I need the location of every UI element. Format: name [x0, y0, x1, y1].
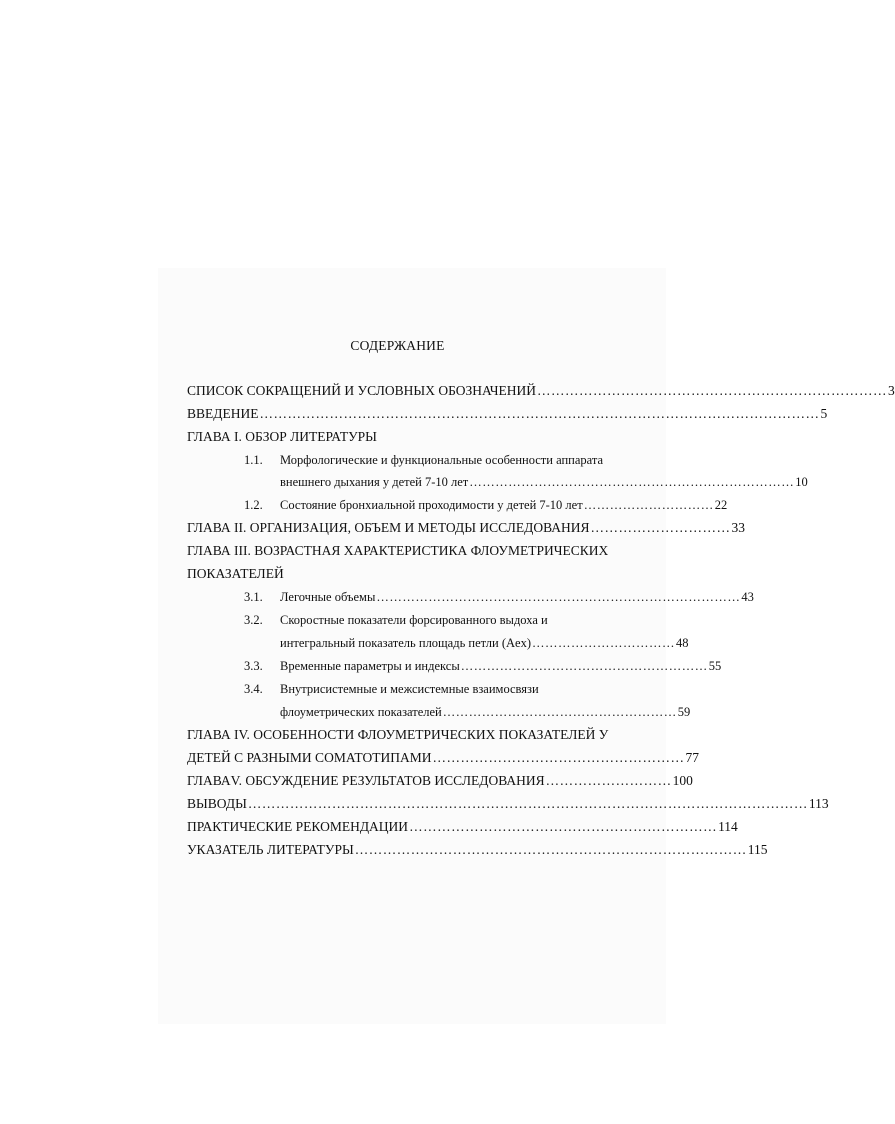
toc-entry-page: 77	[685, 750, 699, 765]
toc-entry[interactable]	[187, 405, 828, 423]
toc-entry[interactable]	[280, 473, 808, 491]
toc-chapter-heading-cont[interactable]	[187, 565, 636, 583]
toc-entry[interactable]	[187, 795, 829, 813]
toc-entry-page: 33	[731, 520, 746, 535]
toc-entry-text-cont: ПОКАЗАТЕЛЕЙ	[187, 566, 284, 581]
toc-entry-page: 10	[795, 475, 808, 489]
toc-entry-page: 114	[718, 819, 738, 834]
toc-section-number: 3.1.	[244, 590, 263, 604]
toc-entry[interactable]	[187, 749, 699, 767]
toc-entry[interactable]	[187, 382, 895, 400]
toc-entry-text[interactable]: Скоростные показатели форсированного выдоха и	[280, 613, 548, 627]
toc-entry-text: ГЛАВАV. ОБСУЖДЕНИЕ РЕЗУЛЬТАТОВ ИССЛЕДОВАНИЯ	[187, 773, 545, 788]
toc-leader-dots: …………………………	[583, 498, 714, 512]
toc-entry[interactable]	[187, 772, 693, 790]
toc-entry-text-cont: ДЕТЕЙ С РАЗНЫМИ СОМАТОТИПАМИ	[187, 750, 432, 765]
toc-entry-text-cont: интегральный показатель площадь петли (Aex)	[280, 636, 532, 650]
toc-chapter-heading[interactable]	[187, 542, 636, 560]
toc-entry-text: Временные параметры и индексы	[280, 659, 460, 673]
toc-entry-text: УКАЗАТЕЛЬ ЛИТЕРАТУРЫ	[187, 842, 354, 857]
toc-leader-dots: ………………………………………………	[432, 750, 685, 765]
toc-entry-text: ГЛАВА II. ОРГАНИЗАЦИЯ, ОБЪЕМ И МЕТОДЫ ИССЛЕДОВАНИЯ	[187, 520, 590, 535]
toc-entry[interactable]	[280, 634, 689, 652]
toc-leader-dots: …………………………………………………………………	[469, 475, 795, 489]
toc-entry[interactable]	[187, 841, 768, 859]
toc-entry-page: 43	[741, 590, 754, 604]
toc-entry-text: ВЫВОДЫ	[187, 796, 247, 811]
toc-entry-page: 59	[677, 705, 691, 719]
toc-entry-page: 115	[747, 842, 768, 857]
page-title: СОДЕРЖАНИЕ	[350, 338, 445, 353]
toc-leader-dots: ………………………	[545, 773, 672, 788]
toc-entry-page: 3	[887, 383, 895, 398]
toc-leader-dots: …………………………………………………………………	[536, 383, 887, 398]
toc-entry-text: СПИСОК СОКРАЩЕНИЙ И УСЛОВНЫХ ОБОЗНАЧЕНИЙ	[187, 383, 536, 398]
toc-entry[interactable]	[280, 657, 722, 675]
toc-section-number: 1.2.	[244, 498, 263, 512]
toc-entry-text-cont: флоуметрических показателей	[280, 705, 442, 719]
toc-entry-page: 22	[714, 498, 728, 512]
toc-section-number: 3.4.	[244, 682, 263, 696]
toc-chapter-heading[interactable]	[187, 726, 636, 744]
toc-entry-text: ГЛАВА III. ВОЗРАСТНАЯ ХАРАКТЕРИСТИКА ФЛОУМЕТРИЧЕСКИХ	[187, 543, 609, 558]
toc-leader-dots: …………………………………………………………	[409, 819, 718, 834]
toc-leader-dots: ……………………………	[532, 636, 676, 650]
toc-entry[interactable]	[280, 496, 728, 514]
toc-entry-text-cont: внешнего дыхания у детей 7-10 лет	[280, 475, 469, 489]
toc-section-number: 3.3.	[244, 659, 263, 673]
toc-entry-text: Состояние бронхиальной проходимости у детей 7-10 лет	[280, 498, 583, 512]
toc-entry-text[interactable]: Внутрисистемные и межсистемные взаимосвязи	[280, 682, 539, 696]
toc-entry-text[interactable]: Морфологические и функциональные особенности аппарата	[280, 453, 604, 467]
toc-leader-dots: …………………………………………………	[460, 659, 708, 673]
toc-section-number: 3.2.	[244, 613, 263, 627]
toc-leader-dots: …………………………………………………………………………	[354, 842, 747, 857]
toc-entry-text: Легочные объемы	[280, 590, 376, 604]
toc-entry[interactable]	[187, 818, 738, 836]
toc-leader-dots: …………………………	[590, 520, 731, 535]
toc-entry-text: ГЛАВА IV. ОСОБЕННОСТИ ФЛОУМЕТРИЧЕСКИХ ПОКАЗАТЕЛЕЙ У	[187, 727, 609, 742]
toc-chapter-heading[interactable]	[187, 428, 636, 446]
toc-entry[interactable]	[187, 519, 746, 537]
toc-entry[interactable]	[280, 588, 754, 606]
toc-entry-page: 48	[676, 636, 689, 650]
toc-entry[interactable]	[280, 703, 691, 721]
toc-leader-dots: …………………………………………………………………………	[376, 590, 741, 604]
toc-leader-dots: ………………………………………………	[442, 705, 677, 719]
toc-entry-text: ГЛАВА I. ОБЗОР ЛИТЕРАТУРЫ	[187, 429, 377, 444]
toc-leader-dots: …………………………………………………………………………………………………………	[259, 406, 820, 421]
toc-entry-page: 55	[708, 659, 722, 673]
toc-entry-page: 113	[808, 796, 829, 811]
toc-section-number: 1.1.	[244, 453, 263, 467]
toc-entry-text: ПРАКТИЧЕСКИЕ РЕКОМЕНДАЦИИ	[187, 819, 409, 834]
toc-leader-dots: …………………………………………………………………………………………………………	[247, 796, 808, 811]
toc-entry-text: ВВЕДЕНИЕ	[187, 406, 259, 421]
toc-entry-page: 5	[820, 406, 828, 421]
toc-entry-page: 100	[672, 773, 693, 788]
